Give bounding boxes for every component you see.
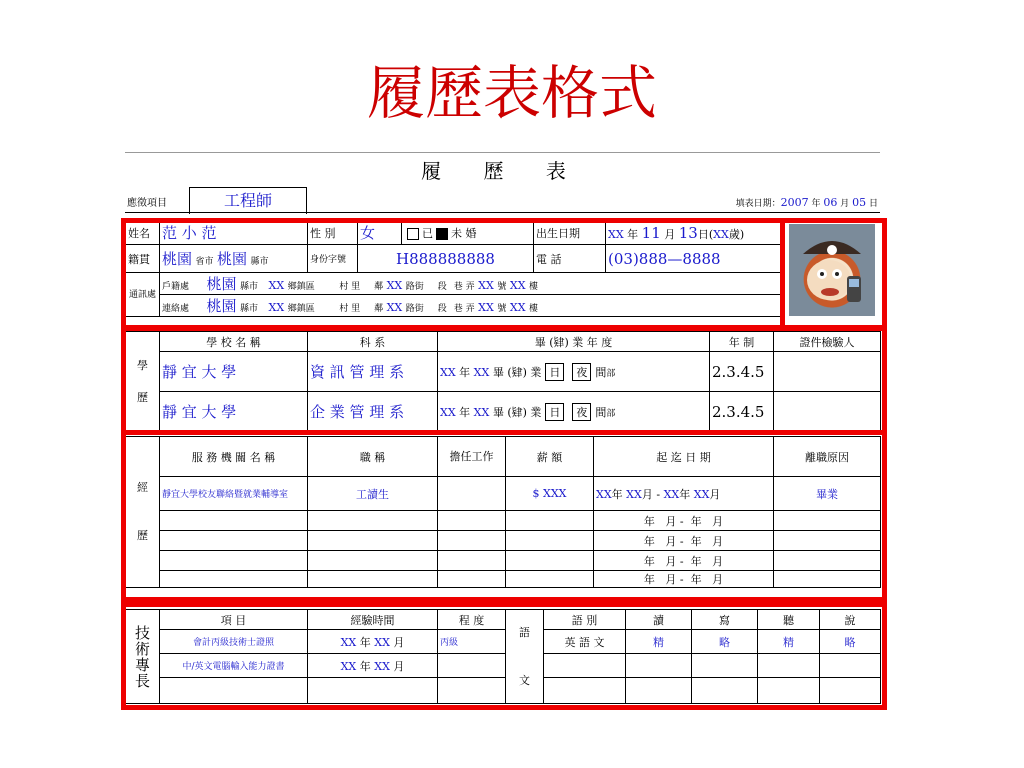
night-option[interactable]: 夜 xyxy=(572,403,591,421)
day-option[interactable]: 日 xyxy=(545,403,564,421)
year-unit: 年 xyxy=(359,659,371,673)
school-1[interactable]: 靜 宜 大 學 xyxy=(160,352,308,392)
age: XX xyxy=(713,227,729,241)
id-field[interactable]: H888888888 xyxy=(358,245,534,273)
year-unit: 年 xyxy=(459,365,471,379)
listen-cell[interactable] xyxy=(758,678,820,704)
org-cell[interactable] xyxy=(160,551,308,571)
floor-unit: 樓 xyxy=(529,282,539,292)
section-unit: 段 xyxy=(437,304,447,314)
month-unit: 月 xyxy=(665,573,677,586)
grad-header: 畢 (肄) 業 年 度 xyxy=(438,332,710,352)
month-unit: 月 xyxy=(665,534,677,548)
lin-unit: 鄰 xyxy=(374,282,384,292)
language-label xyxy=(506,610,544,704)
cartoon-pirate-icon xyxy=(789,224,875,316)
resume-form xyxy=(125,152,880,712)
profile-photo xyxy=(789,224,875,316)
salary-header: 薪 額 xyxy=(506,437,594,477)
month-unit: 月 xyxy=(709,487,721,501)
period-cell[interactable] xyxy=(594,511,774,531)
skill-item-1[interactable]: 會計丙級技術士證照 xyxy=(160,630,308,654)
reason-1[interactable]: 畢業 xyxy=(774,477,881,511)
skill-level-cell[interactable] xyxy=(438,678,506,704)
month-unit: 月 xyxy=(712,534,724,548)
start-year: XX xyxy=(596,487,612,501)
title-cell[interactable] xyxy=(308,571,438,588)
speak-cell[interactable] xyxy=(820,654,881,678)
floor-unit: 樓 xyxy=(529,304,539,314)
skill-time-2[interactable] xyxy=(308,654,438,678)
salary-cell[interactable] xyxy=(506,531,594,551)
marital-field[interactable] xyxy=(402,221,534,245)
write-cell[interactable] xyxy=(692,678,758,704)
speak-1[interactable]: 略 xyxy=(820,630,881,654)
address-label: 通訊處 xyxy=(126,273,160,317)
org-cell[interactable] xyxy=(160,511,308,531)
phone-label: 電 話 xyxy=(534,245,606,273)
level-header: 程 度 xyxy=(438,610,506,630)
reg-district: XX xyxy=(268,279,285,292)
lin-unit: 鄰 xyxy=(374,304,384,314)
experience-row xyxy=(126,531,881,551)
grad-month: XX xyxy=(473,365,490,379)
month-unit: 月 xyxy=(840,199,850,209)
month-unit: 月 xyxy=(393,659,405,673)
year-unit: 年 xyxy=(643,554,655,568)
reason-cell[interactable] xyxy=(774,511,881,531)
period-1[interactable] xyxy=(594,477,774,511)
birth-month: 11 xyxy=(641,223,661,242)
month-unit: 月 xyxy=(712,554,724,568)
city-unit: 縣市 xyxy=(250,257,269,267)
contact-label: 連絡處 xyxy=(162,304,190,314)
time-month: XX xyxy=(374,635,390,649)
speak-header: 說 xyxy=(820,610,881,630)
end-month: XX xyxy=(693,487,710,501)
year-unit: 年 xyxy=(611,487,623,501)
personal-info-table xyxy=(125,220,784,273)
title-header: 職 稱 xyxy=(308,437,438,477)
range-dash: - xyxy=(679,573,684,586)
org-1[interactable]: 靜宜大學校友聯絡暨就業輔導室 xyxy=(160,477,308,511)
year-unit: 年 xyxy=(643,573,655,586)
form-header-row xyxy=(125,188,880,214)
year-unit: 年 xyxy=(643,534,655,548)
birth-field[interactable]: XX 年 11 月 13日(XX歲) xyxy=(606,221,784,245)
position-label: 應徵項目 xyxy=(127,198,167,209)
listen-1[interactable]: 精 xyxy=(758,630,820,654)
year-unit: 年 xyxy=(459,405,471,419)
skill-level-1[interactable]: 丙級 xyxy=(438,630,506,654)
con-road: XX xyxy=(386,301,403,314)
range-dash: - xyxy=(679,534,684,548)
skill-time-cell[interactable] xyxy=(308,678,438,704)
education-label-2: 歷 xyxy=(137,390,148,404)
con-number: XX xyxy=(478,301,494,314)
org-cell[interactable] xyxy=(160,531,308,551)
write-1[interactable]: 略 xyxy=(692,630,758,654)
con-district: XX xyxy=(268,301,285,314)
number-unit: 號 xyxy=(497,304,507,314)
school-header: 學 校 名 稱 xyxy=(160,332,308,352)
married-label: 已 xyxy=(422,226,433,240)
cert-header: 證件檢驗人 xyxy=(774,332,881,352)
role-cell[interactable] xyxy=(438,531,506,551)
grad-unit: 畢 (肄) 業 xyxy=(492,365,542,379)
phone-field[interactable]: (03)888—8888 xyxy=(606,245,784,273)
lang-cell[interactable] xyxy=(544,654,626,678)
time-year: XX xyxy=(340,659,357,673)
period-cell[interactable] xyxy=(594,551,774,571)
read-cell[interactable] xyxy=(626,654,692,678)
day-option[interactable]: 日 xyxy=(545,363,564,381)
listen-header: 聽 xyxy=(758,610,820,630)
dept-2[interactable]: 企 業 管 理 系 xyxy=(308,392,438,432)
role-cell[interactable] xyxy=(438,551,506,571)
night-option[interactable]: 夜 xyxy=(572,363,591,381)
title-cell[interactable] xyxy=(308,531,438,551)
month-unit: 月 xyxy=(712,514,724,528)
grad-year: XX xyxy=(440,365,456,379)
experience-row xyxy=(126,571,881,588)
date-day[interactable]: 05 xyxy=(852,196,867,209)
time-header: 經驗時間 xyxy=(308,610,438,630)
origin-label: 籍貫 xyxy=(126,245,160,273)
origin-province: 桃園 xyxy=(162,250,193,268)
range-dash: - xyxy=(679,554,684,568)
reg-city: 桃園 xyxy=(206,275,237,293)
language-label-2: 文 xyxy=(519,673,530,687)
year-unit: 年 xyxy=(627,227,639,241)
year-unit: 年 xyxy=(690,554,702,568)
experience-row xyxy=(126,551,881,571)
range-dash: - xyxy=(679,514,684,528)
married-checkbox[interactable] xyxy=(407,228,419,240)
skills-table xyxy=(125,609,881,704)
read-1[interactable]: 精 xyxy=(626,630,692,654)
year-unit: 年 xyxy=(811,199,821,209)
cert-1[interactable] xyxy=(774,352,881,392)
system-2[interactable]: 2.3.4.5 xyxy=(710,392,774,432)
salary-cell[interactable] xyxy=(506,511,594,531)
date-label: 填表日期： xyxy=(735,199,781,209)
system-1[interactable]: 2.3.4.5 xyxy=(710,352,774,392)
grad-2[interactable] xyxy=(438,392,710,432)
date-year[interactable]: 2007 xyxy=(780,196,809,209)
org-header: 服 務 機 關 名 稱 xyxy=(160,437,308,477)
registered-label: 戶籍處 xyxy=(162,282,190,292)
gender-label: 性 別 xyxy=(308,221,358,245)
period-cell[interactable] xyxy=(594,531,774,551)
title-1[interactable]: 工讀生 xyxy=(308,477,438,511)
name-label: 姓名 xyxy=(126,221,160,245)
reason-cell[interactable] xyxy=(774,571,881,588)
cert-2[interactable] xyxy=(774,392,881,432)
position-field[interactable]: 工程師 xyxy=(189,187,307,214)
item-header: 項 目 xyxy=(160,610,308,630)
con-floor: XX xyxy=(509,301,526,314)
lane-unit: 巷 弄 xyxy=(453,282,475,292)
salary-cell[interactable] xyxy=(506,551,594,571)
title-cell[interactable] xyxy=(308,511,438,531)
skills-label: 技術專長 xyxy=(126,610,160,704)
skill-level-2[interactable] xyxy=(438,654,506,678)
experience-table xyxy=(125,436,881,588)
role-cell[interactable] xyxy=(438,571,506,588)
age-unit: 歲 xyxy=(728,227,740,241)
lang-cell[interactable] xyxy=(544,678,626,704)
year-unit: 年 xyxy=(690,573,702,586)
grad-month: XX xyxy=(473,405,490,419)
day-unit: 日 xyxy=(868,199,878,209)
address-table xyxy=(125,272,784,317)
dept-1[interactable]: 資 訊 管 理 系 xyxy=(308,352,438,392)
part-label: 間 xyxy=(595,365,607,379)
role-header: 擔任工作 xyxy=(438,437,506,477)
lang-1[interactable]: 英 語 文 xyxy=(544,630,626,654)
town-unit: 鄉鎮區 xyxy=(287,304,315,314)
section-unit: 段 xyxy=(437,282,447,292)
name-field[interactable]: 范 小 范 xyxy=(160,221,308,245)
month-unit: 月 xyxy=(712,573,724,586)
experience-label-1: 經 xyxy=(137,481,148,494)
year-unit: 年 xyxy=(690,534,702,548)
language-label-1: 語 xyxy=(519,625,530,639)
write-header: 寫 xyxy=(692,610,758,630)
month-unit: 月 xyxy=(665,514,677,528)
year-unit: 年 xyxy=(690,514,702,528)
experience-row xyxy=(126,511,881,531)
grad-unit: 畢 (肄) 業 xyxy=(492,405,542,419)
skill-item-cell[interactable] xyxy=(160,678,308,704)
province-unit: 省市 xyxy=(195,257,214,267)
system-header: 年 制 xyxy=(710,332,774,352)
slide-title: 履歷表格式 xyxy=(366,59,657,127)
skill-item-2[interactable]: 中/英文電腦輸入能力證書 xyxy=(160,654,308,678)
lane-unit: 巷 弄 xyxy=(453,304,475,314)
birth-day: 13 xyxy=(678,223,698,242)
org-cell[interactable] xyxy=(160,571,308,588)
dept-header: 科 系 xyxy=(308,332,438,352)
month-unit: 月 xyxy=(664,227,676,241)
experience-label-2: 歷 xyxy=(137,529,148,542)
range-dash: - xyxy=(656,487,661,501)
contact-address[interactable] xyxy=(160,295,784,317)
reg-road: XX xyxy=(386,279,403,292)
grad-year: XX xyxy=(440,405,456,419)
document-title: 履 歷 表 xyxy=(125,152,880,189)
reason-cell[interactable] xyxy=(774,551,881,571)
date-month[interactable]: 06 xyxy=(823,196,838,209)
birth-label: 出生日期 xyxy=(534,221,606,245)
education-label xyxy=(126,332,160,432)
title-cell[interactable] xyxy=(308,551,438,571)
reason-header: 離職原因 xyxy=(774,437,881,477)
origin-city: 桃園 xyxy=(217,250,248,268)
read-header: 讀 xyxy=(626,610,692,630)
role-cell[interactable] xyxy=(438,511,506,531)
month-unit: 月 xyxy=(641,487,653,501)
education-label-1: 學 xyxy=(137,358,148,372)
start-month: XX xyxy=(626,487,642,501)
role-1[interactable] xyxy=(438,477,506,511)
road-unit: 路街 xyxy=(405,304,424,314)
divider xyxy=(125,212,880,213)
month-unit: 月 xyxy=(393,635,405,649)
listen-cell[interactable] xyxy=(758,654,820,678)
village-unit: 村 里 xyxy=(339,282,361,292)
gender-field[interactable]: 女 xyxy=(358,221,402,245)
reason-cell[interactable] xyxy=(774,531,881,551)
time-year: XX xyxy=(340,635,357,649)
end-year: XX xyxy=(663,487,680,501)
experience-label xyxy=(126,437,160,588)
fill-date xyxy=(736,196,878,209)
period-cell[interactable] xyxy=(594,571,774,588)
grad-1[interactable] xyxy=(438,352,710,392)
part-suffix: 部 xyxy=(606,368,616,379)
skill-time-1[interactable] xyxy=(308,630,438,654)
year-unit: 年 xyxy=(679,487,691,501)
school-2[interactable]: 靜 宜 大 學 xyxy=(160,392,308,432)
registered-address[interactable] xyxy=(160,273,784,295)
education-table xyxy=(125,331,881,432)
village-unit: 村 里 xyxy=(339,304,361,314)
lang-header: 語 別 xyxy=(544,610,626,630)
county-unit: 縣市 xyxy=(240,304,259,314)
road-unit: 路街 xyxy=(405,282,424,292)
salary-1[interactable]: $ XXX xyxy=(506,477,594,511)
year-unit: 年 xyxy=(359,635,371,649)
unmarried-checkbox[interactable] xyxy=(436,228,448,240)
town-unit: 鄉鎮區 xyxy=(287,282,315,292)
time-month: XX xyxy=(374,659,390,673)
county-unit: 縣市 xyxy=(240,282,259,292)
salary-cell[interactable] xyxy=(506,571,594,588)
day-unit: 日 xyxy=(697,227,709,241)
month-unit: 月 xyxy=(665,554,677,568)
part-label: 間 xyxy=(595,405,607,419)
number-unit: 號 xyxy=(497,282,507,292)
con-city: 桃園 xyxy=(206,297,237,315)
unmarried-label: 未 婚 xyxy=(451,226,477,240)
year-unit: 年 xyxy=(643,514,655,528)
part-suffix: 部 xyxy=(606,408,616,419)
write-cell[interactable] xyxy=(692,654,758,678)
period-header: 起 迄 日 期 xyxy=(594,437,774,477)
id-label: 身份字號 xyxy=(308,245,358,273)
read-cell[interactable] xyxy=(626,678,692,704)
reg-number: XX xyxy=(478,279,494,292)
speak-cell[interactable] xyxy=(820,678,881,704)
origin-field[interactable] xyxy=(160,245,308,273)
birth-year: XX xyxy=(608,227,624,241)
reg-floor: XX xyxy=(509,279,526,292)
